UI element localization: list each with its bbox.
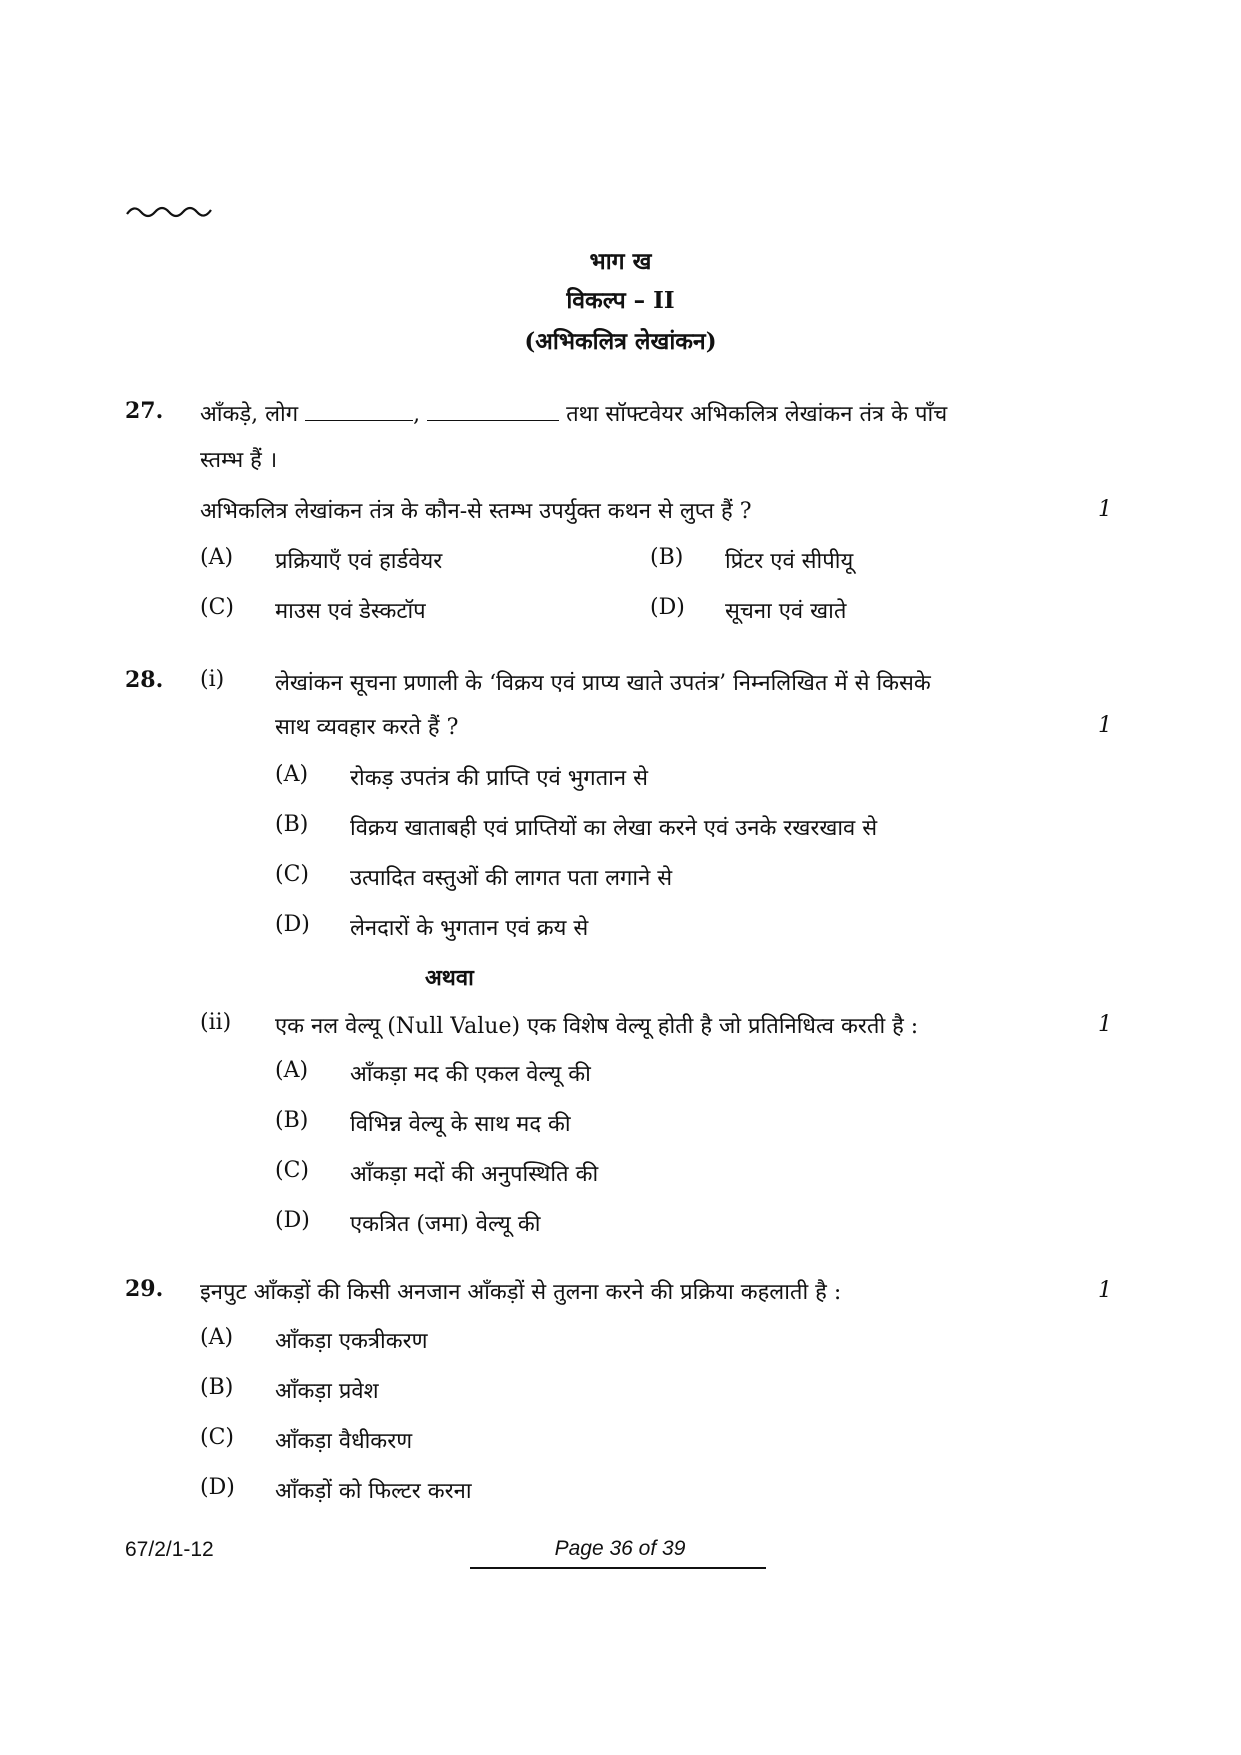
- section-option-heading: विकल्प – II: [566, 287, 675, 314]
- q29-option-a-label: (A): [200, 1325, 234, 1350]
- blank-1: [305, 402, 413, 421]
- q27-option-d-label: (D): [650, 595, 685, 620]
- blank-2: [427, 402, 559, 421]
- q28-part2-option-b-label: (B): [275, 1108, 309, 1133]
- question-27-text-line1: [200, 398, 947, 428]
- question-28-number: 28.: [125, 667, 164, 693]
- q28-part1-option-b-text: विक्रय खाताबही एवं प्राप्तियों का लेखा करने एवं उनके रखरखाव से: [350, 816, 878, 841]
- q28-part1-marks: 1: [1098, 713, 1112, 738]
- q28-part2-option-b-text: विभिन्न वेल्यू के साथ मद की: [350, 1112, 571, 1137]
- q28-part2-option-d-label: (D): [275, 1208, 310, 1233]
- q28-part1-line1: लेखांकन सूचना प्रणाली के ‘विक्रय एवं प्राप्य खाते उपतंत्र’ निम्नलिखित में से किसके: [275, 671, 931, 696]
- q29-option-b-text: आँकड़ा प्रवेश: [275, 1379, 379, 1404]
- question-27-text-a: आँकड़े, लोग: [200, 402, 299, 427]
- q28-part1-option-a-text: रोकड़ उपतंत्र की प्राप्ति एवं भुगतान से: [350, 766, 648, 791]
- page-number: Page 36 of 39: [554, 1537, 686, 1560]
- footer-divider: [470, 1567, 766, 1569]
- question-27-text-line2: स्तम्भ हैं ।: [200, 448, 278, 473]
- question-27-text-c: तथा सॉफ्टवेयर अभिकलित्र लेखांकन तंत्र के पाँच: [566, 402, 948, 427]
- q27-option-c-text: माउस एवं डेस्कटॉप: [275, 599, 426, 624]
- q28-part2-marks: 1: [1098, 1012, 1112, 1037]
- paper-code: 67/2/1-12: [125, 1538, 214, 1561]
- q29-option-c-text: आँकड़ा वैधीकरण: [275, 1429, 413, 1454]
- q27-option-a-text: प्रक्रियाएँ एवं हार्डवेयर: [275, 549, 443, 574]
- q28-part2-option-a-label: (A): [275, 1058, 309, 1083]
- q28-part2-line1: एक नल वेल्यू (Null Value) एक विशेष वेल्यू होती है जो प्रतिनिधित्व करती है :: [275, 1014, 919, 1039]
- q28-part1-option-d-text: लेनदारों के भुगतान एवं क्रय से: [350, 916, 589, 941]
- question-29-number: 29.: [125, 1276, 164, 1302]
- q27-option-a-label: (A): [200, 545, 234, 570]
- question-27-text-b: ,: [413, 402, 421, 427]
- q28-part2-option-c-label: (C): [275, 1158, 309, 1183]
- q27-option-d-text: सूचना एवं खाते: [725, 599, 847, 624]
- q28-part2-option-a-text: आँकड़ा मद की एकल वेल्यू की: [350, 1062, 591, 1087]
- q28-part2-label: (ii): [200, 1010, 232, 1035]
- q27-option-c-label: (C): [200, 595, 234, 620]
- q28-part2-option-d-text: एकत्रित (जमा) वेल्यू की: [350, 1212, 541, 1237]
- q27-option-b-text: प्रिंटर एवं सीपीयू: [725, 549, 854, 574]
- question-27-number: 27.: [125, 398, 164, 424]
- q27-option-b-label: (B): [650, 545, 684, 570]
- question-29-marks: 1: [1098, 1278, 1112, 1303]
- q29-option-c-label: (C): [200, 1425, 234, 1450]
- q29-option-d-text: आँकड़ों को फिल्टर करना: [275, 1479, 472, 1504]
- wave-decoration-icon: [125, 202, 215, 222]
- q29-option-b-label: (B): [200, 1375, 234, 1400]
- section-subject-heading: (अभिकलित्र लेखांकन): [524, 328, 717, 355]
- q28-part1-option-c-label: (C): [275, 862, 309, 887]
- q29-option-d-label: (D): [200, 1475, 235, 1500]
- q28-part1-option-b-label: (B): [275, 812, 309, 837]
- q28-part1-option-c-text: उत्पादित वस्तुओं की लागत पता लगाने से: [350, 866, 673, 891]
- q29-option-a-text: आँकड़ा एकत्रीकरण: [275, 1329, 428, 1354]
- q28-part1-line2: साथ व्यवहार करते हैं ?: [275, 715, 459, 740]
- question-27-question: अभिकलित्र लेखांकन तंत्र के कौन-से स्तम्भ उपर्युक्त कथन से लुप्त हैं ?: [200, 499, 752, 524]
- q28-part1-label: (i): [200, 667, 225, 692]
- question-29-question: इनपुट आँकड़ों की किसी अनजान आँकड़ों से तुलना करने की प्रक्रिया कहलाती है :: [200, 1280, 842, 1305]
- q28-part2-option-c-text: आँकड़ा मदों की अनुपस्थिति की: [350, 1162, 599, 1187]
- or-separator: अथवा: [425, 965, 474, 991]
- q28-part1-option-d-label: (D): [275, 912, 310, 937]
- q28-part1-option-a-label: (A): [275, 762, 309, 787]
- section-part-heading: भाग ख: [589, 248, 652, 275]
- question-27-marks: 1: [1098, 497, 1112, 522]
